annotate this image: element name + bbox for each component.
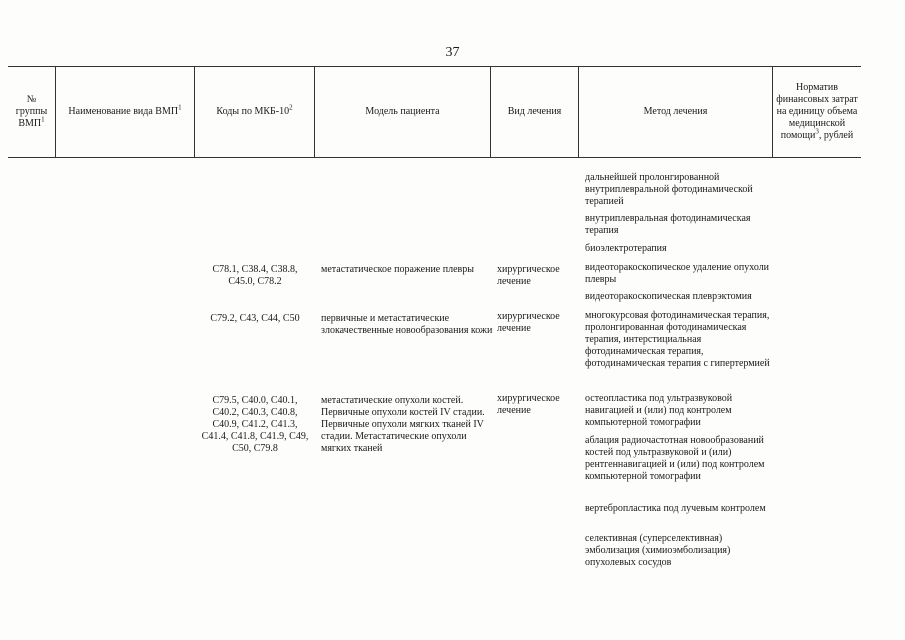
method-text: аблация радиочастотная новообразований костей под ультразвуковой и (или) рентгеннавигацией и (или) под контролем компьютерной томографии — [585, 435, 765, 482]
header-patient-model: Модель пациента — [315, 67, 491, 157]
page-number: 37 — [445, 45, 460, 60]
method-text: видеоторакоскопическая плеврэктомия — [585, 291, 752, 302]
method-text: дальнейшей пролонгированной внутриплевральной фотодинамической терапией — [585, 172, 753, 207]
header-group-number: № группы ВМП$^1$ — [8, 67, 56, 157]
method-text: многокурсовая фотодинамическая терапия, пролонгированная фотодинамическая терапия, интерстициальная фотодинамическая терапия, фотодинамическая терапия с гипертермией — [585, 310, 770, 369]
patient-model-cell: первичные и метастатические злокачественные новообразования кожи — [321, 313, 493, 336]
icd-codes-cell: C79.5, C40.0, C40.1, C40.2, C40.3, C40.8, C40.9, C41.2, C41.3, C41.4, C41.8, C41.9, C49, C50, C79.8 — [201, 395, 309, 454]
method-text: селективная (суперселективная) эмболизация (химиоэмболизация) опухолевых сосудов — [585, 533, 731, 568]
method-text: биоэлектротерапия — [585, 243, 667, 254]
icd-codes-cell: C78.1, C38.4, C38.8, C45.0, C78.2 — [212, 264, 298, 287]
header-icd-codes: Коды по МКБ-$10^2$ — [195, 67, 315, 157]
treatment-type-cell: хирургическое лечение — [497, 311, 560, 334]
treatment-type-cell: хирургическое лечение — [497, 393, 560, 416]
treatment-type-cell: хирургическое лечение — [497, 264, 560, 287]
icd-codes-cell: C79.2, C43, C44, C50 — [210, 313, 300, 324]
patient-model-cell: метастатическое поражение плевры — [321, 264, 474, 275]
header-vmp-type: Наименование вида ВМП$^1$ — [56, 67, 195, 157]
patient-model-cell: метастатические опухоли костей. Первичные опухоли костей IV стадии. Первичные опухоли мягких тканей IV стадии. Метастатические опухоли мягких тканей — [321, 395, 485, 454]
header-treatment-type: Вид лечения — [491, 67, 579, 157]
method-text: вертебропластика под лучевым контролем — [585, 503, 766, 514]
method-text: внутриплевральная фотодинамическая терапия — [585, 213, 751, 236]
method-text: остеопластика под ультразвуковой навигацией и (или) под контролем компьютерной томографии — [585, 393, 733, 428]
header-treatment-method: Метод лечения — [579, 67, 773, 157]
header-cost-norm: Норматив финансовых затрат на единицу объема медицинской помощи$^3$, рублей — [776, 82, 858, 141]
method-text: видеоторакоскопическое удаление опухоли плевры — [585, 262, 770, 285]
